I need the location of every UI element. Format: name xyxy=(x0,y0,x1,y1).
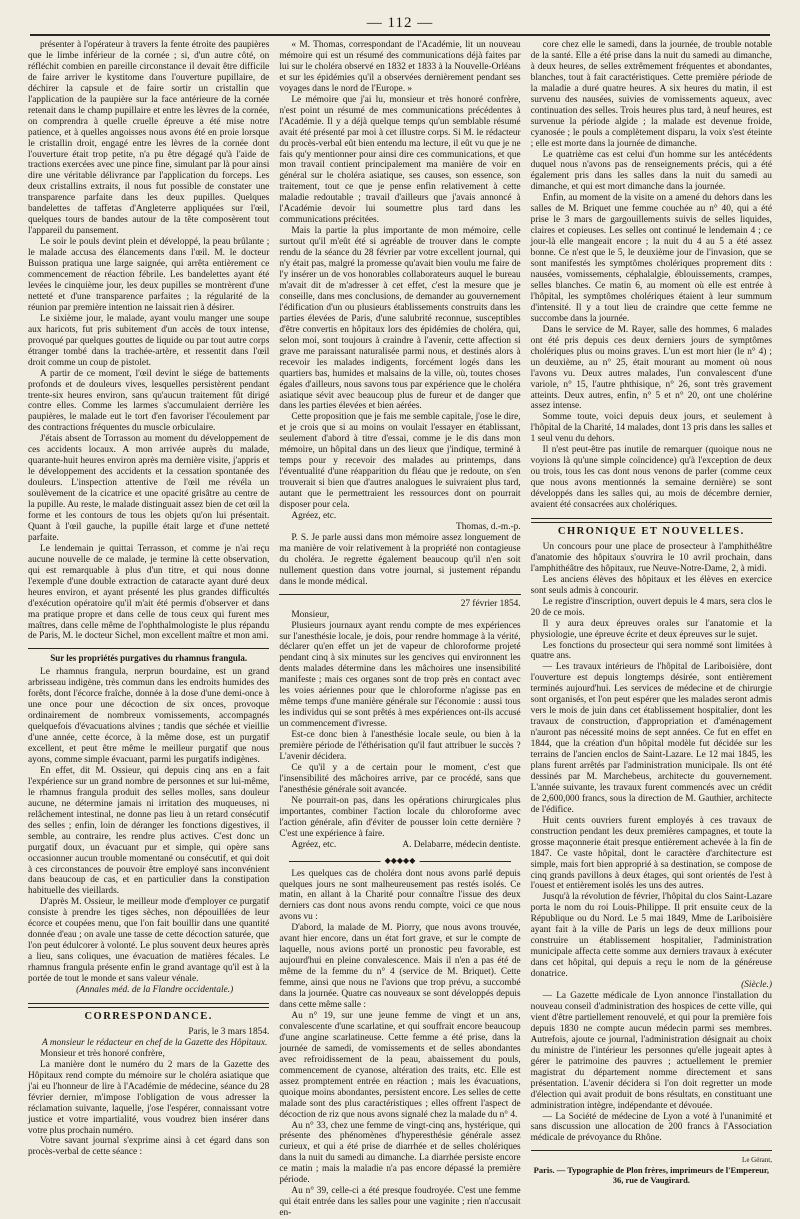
paragraph: Le registre d'inscription, ouvert depuis le 4 mars, sera clos le 20 de ce mois. xyxy=(530,596,772,618)
paragraph: Huit cents ouvriers furent employés à ces travaux de construction pendant les deux premières campagnes, et toute la grosse maçonnerie était presque entièrement achevée à la fin de 1847. Ce vaste hôpital, dont le caractère d'architecture est simple, mais fort bien approprié à sa destination, se compose de cinq grands pavillons à deux étages, qui sont orientés de l'est à l'ouest et entièrement isolés les uns des autres. xyxy=(530,815,772,892)
article-columns xyxy=(28,40,772,1219)
paragraph: présenter à l'opérateur à travers la fente étroite des paupières que le limbe inférieur de la cornée ; si, d'un autre côté, on réfléchit combien en pareille circonstance il devait être difficile de faire arriver le kystitome dans l'ouverture pupillaire, de déchirer la capsule et de faire sortir un cristallin que l'application de la paupière sur la face antérieure de la cornée retenait dans le champ pupillaire et entre les lèvres de la cornée, on comprendra à quelle cruelle épreuve a été mise notre patience, et à quelles angoisses nous avons été en proie lorsque le cristallin droit, engagé entre les lèvres de la cornée dont l'ouverture était trop petite, n'a pu être dégagé qu'à l'aide de tractions exercées avec une pince fine, simulant par là pour ainsi dire une véritable délivrance par l'application du forceps. Les deux cristallins extraits, il nous fut possible de constater une transparence parfaite dans les deux pupilles. Quelques bandelettes de taffetas d'Angleterre appliquées sur l'œil, quelques tours de bandes autour de la tête composèrent tout l'appareil du pansement. xyxy=(28,40,270,237)
paragraph: En effet, dit M. Ossieur, qui depuis cinq ans en a fait l'expérience sur un grand nombre de personnes et sur lui-même, le rhamnus frangula produit des selles molles, sans douleur aucune, ne détermine jamais ni irritation des muqueuses, ni relâchement intestinal, ne donne pas lieu à un retard consécutif des selles ; enfin, loin de déranger les fonctions digestives, il semble, au contraire, les rendre plus actives. C'est donc un purgatif doux, un évacuant pur et simple, qui opère sans occasionner aucun trouble momentané ou consécutif, et qui doit à ces circonstances de pouvoir être employé sans inconvénient dans beaucoup de cas, et en particulier dans la constipation habituelle des vieillards. xyxy=(28,765,270,897)
ornament-icon: ◆◆◆◆◆ xyxy=(381,857,420,865)
section-heading-chronique: CHRONIQUE ET NOUVELLES. xyxy=(557,525,745,537)
dateline: 27 février 1854. xyxy=(460,598,521,609)
imprint-line: Paris. — Typographie de Plon frères, imprimeurs de l'Empereur, xyxy=(533,1165,770,1176)
paragraph: Il y aura deux épreuves orales sur l'anatomie et la physiologie, une épreuve écrite et deux épreuves sur le sujet. xyxy=(530,618,772,640)
paragraph: Il n'est peut-être pas inutile de remarquer (quoique nous ne voyions là qu'une simple coïncidence) qu'à l'exception de deux ou trois, tous les cas dont nous venons de parler (comme ceux que nous avons mentionnés la semaine dernière) se sont développés dans les salles qui, au mois de décembre dernier, avaient été consacrées aux cholériques. xyxy=(530,445,772,511)
page-number: — 112 — xyxy=(366,15,434,31)
paragraph: Les anciens élèves des hôpitaux et les élèves en exercice sont seuls admis à concourir. xyxy=(530,574,772,596)
column-3 xyxy=(530,40,772,1186)
paragraph: Somme toute, voici depuis deux jours, et seulement à l'hôpital de la Charité, 14 malades, dont 13 pris dans les salles et 1 seul venu du dehors. xyxy=(530,412,772,445)
column-2 xyxy=(279,40,521,1219)
section-heading-correspondance: CORRESPONDANCE. xyxy=(84,1010,213,1022)
paragraph: Agréez, etc. xyxy=(291,510,337,521)
paragraph: D'abord, la malade de M. Piorry, que nous avons trouvée, avant hier encore, dans un état fort grave, et sur le compte de laquelle, nous avions porté un pronostic peu favorable, est aujourd'hui en pleine convalescence. Mais il n'en a pas été de même de la femme du n° 4 (service de M. Briquet). Cette femme, ainsi que nous ne l'avions que trop prévu, a succombé dans la journée. Quatre cas nouveaux se sont développés depuis dans cette même salle : xyxy=(279,923,521,1011)
paragraph: Jusqu'à la révolution de février, l'hôpital du clos Saint-Lazare porta le nom du roi Louis-Philippe. Il prit ensuite ceux de la République ou du Nord. Le 5 mai 1849, Mme de Lariboisière ayant fait à la ville de Paris un legs de deux millions pour construire un établissement hospitalier, l'administration municipale affecta cette somme aux derniers travaux à exécuter dans cet hôpital, qui depuis a reçu le nom de la généreuse donatrice. xyxy=(530,892,772,980)
paragraph: Ce qu'il y a de certain pour le moment, c'est que l'insensibilité des mâchoires arrive, par ce procédé, sans que l'anesthésie générale soit avancée. xyxy=(279,762,521,795)
ornamental-divider xyxy=(289,857,510,865)
salutation: Monsieur, xyxy=(291,609,330,620)
paragraph: Dans le service de M. Rayer, salle des hommes, 6 malades ont été pris depuis ces deux derniers jours de symptômes cholériques plus ou moins graves. L'un est mort hier (le n° 4) ; un deuxième, au n° 25, était mourant au moment où nous l'avons vu. Deux autres malades, l'un convalescent d'une variole, n° 15, l'autre phthisique, n° 26, sont très gravement atteints. Deux autres, enfin, n° 5 et n° 20, ont une cholérine assez intense. xyxy=(530,324,772,412)
paragraph: Les fonctions du prosecteur qui sera nommé sont limitées à quatre ans. xyxy=(530,640,772,662)
paragraph: Les quelques cas de choléra dont nous avons parlé depuis quelques jours ne sont malheureusement pas restés isolés. Ce matin, en allant à la Charité pour connaître l'issue des deux derniers cas dont nous avons rendu compte, voici ce que nous avons vu : xyxy=(279,868,521,923)
source-citation: (Siècle.) xyxy=(741,980,772,991)
paragraph: Au n° 19, sur une jeune femme de vingt et un ans, convalescente d'une scarlatine, et qui souffrait encore beaucoup d'une angine scarlatineuse. Cette femme a été prise, dans la journée de samedi, de vomissements et de selles abondantes avec refroidissement de la peau, abaissement du pouls, commencement de cyanose, altération des traits, etc. Elle est assez promptement entrée en réaction ; mais les évacuations, quoique moins abondantes, persistent encore. Les selles de cette malade sont des plus caractéristiques ; elles offrent l'aspect de décoction de riz que nous avons signalé chez la malade du n° 4. xyxy=(279,1010,521,1120)
editor-label: Le Gérant, xyxy=(742,1156,772,1165)
imprint-line: 36, rue de Vaugirard. xyxy=(612,1175,690,1186)
signature xyxy=(279,840,520,851)
paragraph: Le soir le pouls devint plein et développé, la peau brûlante ; le malade accusa des élancements dans l'œil. M. le docteur Buisson pratiqua une large saignée, qui arrêta entièrement ce commencement de réaction fébrile. Les bandelettes ayant été levées le cinquième jour, les deux pupilles se montrèrent d'une netteté et d'une transparence parfaites ; la régularité de la réunion par première intention ne laissait rien à désirer. xyxy=(28,237,270,313)
paragraph: — La Gazette médicale de Lyon annonce l'installation du nouveau conseil d'administration des hospices de cette ville, qui vient d'être partiellement renouvelé, et qui pour la première fois depuis 1830 ne compte aucun médecin parmi ses membres. Autrefois, ajoute ce journal, l'administration désignait au choix du ministre de l'intérieur les personnes qu'elle jugeait aptes à gérer le patrimoine des pauvres ; actuellement le premier magistrat du département nomme directement et sans présentation. L'avenir décidera si l'on doit regretter un mode d'élection qui avait produit de bons résultats, en constituant une administration intègre, indépendante et dévouée. xyxy=(530,991,772,1111)
column-1 xyxy=(28,40,269,1168)
section-divider xyxy=(531,1150,772,1151)
paragraph: Le rhamnus frangula, nerprun bourdaine, est un grand arbrisseau indigène, très commun dans les endroits humides des forêts, dont l'écorce fraîche, donnée à la dose d'une demi-once à une once pour une décoction de six onces, provoque ordinairement de nombreux vomissements, accompagnés quelquefois d'évacuations alvines ; tandis que séchée et vieillie d'une année, cette écorce, à la même dose, est un purgatif excellent, et peut être même le meilleur purgatif que nous ayons, comme simple évacuant, parmi les purgatifs indigènes. xyxy=(28,667,270,765)
paragraph: — La Société de médecine de Lyon a voté à l'unanimité et sans discussion une allocation de 200 francs à l'Association médicale de prévoyance du Rhône. xyxy=(530,1111,772,1144)
article-heading-frangula: Sur les propriétés purgatives du rhamnus frangula. xyxy=(50,653,248,664)
paragraph: J'étais absent de Torrasson au moment du développement de ces accidents locaux. A mon arrivée auprès du malade, quarante-huit heures environ après ma dernière visite, j'appris et le développement des accidents et la cessation spontanée des douleurs. L'inspection attentive de l'œil me révéla un soulèvement de la cicatrice et une opacité grisâtre au centre de la pupille. Au reste, le malade distinguait assez bien de cet œil la forme et les contours de tous les objets qu'on lui présentait. Quant à l'œil gauche, la pupille était large et d'une netteté parfaite. xyxy=(28,434,270,543)
paragraph: Plusieurs journaux ayant rendu compte de mes expériences sur l'anesthésie locale, je dois, pour rendre hommage à la vérité, déclarer qu'en effet un jet de vapeur de chloroforme projeté pendant cinq à six minutes sur les gencives qui environnent les dents malades détermine dans les mâchoires une insensibilité manifeste ; mais ces organes sont de trop près en contact avec les voies aériennes pour que le chloroforme n'agisse pas en même temps d'une manière générale sur l'économie : aussi tous les individus qui se sont prêtés à mes expériences ont-ils accusé un commencement d'ivresse. xyxy=(279,620,521,730)
paragraph: Au n° 33, chez une femme de vingt-cinq ans, hystérique, qui présente des phénomènes d'hyperesthésie générale assez curieux, et qui a été prise de diarrhée et de selles cholériques dans la nuit du samedi au dimanche. La diarrhée persiste encore ce matin ; mais la maladie n'a pas encore dépassé la première période. xyxy=(279,1120,521,1186)
paragraph: Le mémoire que j'ai lu, monsieur et très honoré confrère, n'est point un résumé de mes communications précédentes à l'Académie. Il y a déjà quelque temps qu'un semblable résumé avait été présenté par moi à cet illustre corps. Si M. le rédacteur du procès-verbal eût bien entendu ma lecture, il eût vu que je ne fais qu'y mentionner pour ainsi dire ces communications, et que mon travail contient principalement ma manière de voir en général sur le choléra asiatique, ses causes, son essence, son traitement, tout ce que je pense enfin relativement à cette maladie redoutable ; travail d'ailleurs que j'avais annoncé à l'Académie devoir lui soumettre plus tard dans les communications précitées. xyxy=(279,94,521,226)
paragraph: « M. Thomas, correspondant de l'Académie, lit un nouveau mémoire qui est un résumé des communications déjà faites par lui sur le choléra observé en 1832 et 1833 à la Nouvelle-Orléans et sur les épidémies qu'il a observées dernièrement pendant ses voyages dans le nord de l'Europe. » xyxy=(279,40,521,94)
section-divider xyxy=(279,594,520,595)
dateline: Paris, le 3 mars 1854. xyxy=(188,1026,270,1037)
paragraph: Un concours pour une place de prosecteur à l'amphithéâtre d'anatomie des hôpitaux s'ouvrira le 10 avril prochain, dans l'amphithéâtre des hôpitaux, rue Neuve-Notre-Dame, 2, à midi. xyxy=(530,541,772,574)
salutation: Monsieur et très honoré confrère, xyxy=(40,1048,165,1059)
closing: Agréez, etc. xyxy=(291,839,337,850)
paragraph: Ne pourrait-on pas, dans les opérations chirurgicales plus importantes, combiner l'action locale du chloroforme avec l'action générale, afin d'éviter de pousser loin cette dernière ? C'est une expérience à faire. xyxy=(279,795,521,839)
signature: Thomas, d.-m.-p. xyxy=(456,521,521,532)
paragraph: D'après M. Ossieur, le meilleur mode d'employer ce purgatif consiste à prendre les tiges sèches, non dépouillées de leur écorce et coupées menu, que l'on fait bouillir dans une quantité donnée d'eau ; on avale une tasse de cette décoction saturée, que l'on peut édulcorer à volonté. Le plus souvent deux heures après a lieu, sans coliques, une évacuation de matières fécales. Le rhamnus frangula présente enfin le grand avantage qu'il est à la portée de tout le monde et sans valeur vénale. xyxy=(28,897,270,985)
paragraph: Au n° 39, celle-ci a été presque foudroyée. C'est une femme qui était entrée dans les salles pour une vaginite ; rien n'accusait en- xyxy=(279,1186,521,1219)
paragraph: A partir de ce moment, l'œil devint le siége de battements profonds et de douleurs vives, lesquelles persistèrent pendant trente-six heures environ, sans qu'aucun traitement fût dirigé contre elles. Comme les larmes s'accumulaient derrière les paupières, le malade eut le tort d'en favoriser l'écoulement par des contractions fréquentes du muscle orbiculaire. xyxy=(28,368,270,434)
paragraph: Le sixième jour, le malade, ayant voulu manger une soupe aux haricots, fut pris subitement d'un accès de toux intense, provoqué par quelques gouttes de liquide ou par tout autre corps étranger tombé dans la trachée-artère, et ressentit dans l'œil droit comme un coup de pistolet. xyxy=(28,313,270,368)
imprint xyxy=(531,1155,772,1185)
paragraph: Le lendemain je quittai Terrasson, et comme je n'ai reçu aucune nouvelle de ce malade, je termine là cette observation, qui est remarquable à plus d'un titre, et qui nous donne l'exemple d'une double extraction de cataracte ayant duré deux heures environ, et ayant présenté les plus grandes difficultés d'exécution opératoire qu'il m'ait été permis d'observer et dans ma pratique propre et dans celle de tous ceux qui furent mes maîtres, dans celle même de l'ophthalmologiste le plus répandu de Paris, M. le docteur Sichel, mon excellent maître et mon ami. xyxy=(28,543,270,642)
paragraph: core chez elle le samedi, dans la journée, de trouble notable de la santé. Elle a été prise dans la nuit du samedi au dimanche, à deux heures, de selles extrêmement fréquentes et abondantes, blanches, tout à fait caractéristiques. Cette première période de la maladie a duré quatre heures. A six heures du matin, il est survenu des nausées, suivies de vomissements aqueux, avec continuation des selles. Trois heures plus tard, à neuf heures, est survenue la période algide ; la malade est devenue froide, cyanosée ; le pouls a complètement disparu, la voix s'est éteinte ; elle est morte dans la journée de dimanche. xyxy=(530,40,772,149)
paragraph: P. S. Je parle aussi dans mon mémoire assez longuement de ma manière de voir relativement à la propriété non contagieuse du choléra. Je regrette également beaucoup qu'il n'en soit nullement question dans votre journal, si justement répandu dans le monde médical. xyxy=(279,532,521,587)
paragraph: Est-ce donc bien à l'anesthésie locale seule, ou bien à la première période de l'éthérisation qu'il faut attribuer le succès ? L'avenir décidera. xyxy=(279,730,521,762)
section-divider xyxy=(531,518,772,523)
letter-addressee: A monsieur le rédacteur en chef de la Gazette des Hôpitaux. xyxy=(42,1037,268,1048)
paragraph: La manière dont le numéro du 2 mars de la Gazette des Hôpitaux rend compte du mémoire sur le choléra asiatique que j'ai eu l'honneur de lire à l'Académie de médecine, séance du 28 février dernier, m'impose l'obligation de vous adresser la réclamation suivante, laquelle, j'ose l'espérer, connaissant votre justice et votre impartialité, vous voudrez bien insérer dans votre plus prochain numéro. xyxy=(28,1059,270,1136)
page-header xyxy=(30,14,770,34)
paragraph: — Les travaux intérieurs de l'hôpital de Lariboisière, dont l'ouverture est depuis longtemps désirée, sont entièrement terminés aujourd'hui. Les services de médecine et de chirurgie sont organisés, et l'on peut espérer que les malades seront admis vers le mois de juin dans cet établissement hospitalier, dont les travaux de construction, d'appropriation et d'aménagement n'auront pas nécessité moins de sept années. Ce fut en effet en 1844, que la création d'un hôpital modèle fut décidée sur les terrains de l'ancien enclos de Saint-Lazare. Le 12 mai 1845, les plans furent arrêtés par l'administration municipale. Ils ont été dessinés par M. Marchebeus, architecte du gouvernement. L'année suivante, les travaux furent commencés avec un crédit de 2,600,000 francs, sous la direction de M. Gauthier, architecte de l'édifice. xyxy=(530,662,772,815)
source-citation: (Annales méd. de la Flandre occidentale.) xyxy=(76,985,234,996)
paragraph: Mais la partie la plus importante de mon mémoire, celle surtout qu'il m'eût été si agréable de trouver dans le compte rendu de la séance du 28 février par votre excellent journal, qui n'y était pas, malgré la promesse qu'avait bien voulu me faire de l'y insérer un de vos honorables collaborateurs auquel le bureau m'avait dit de m'adresser à cet effet, c'est la mesure que je conseille, dans mes conclusions, de demander au gouvernement l'édification d'un ou plusieurs établissements construits dans les parties élevées de Paris, d'une salubrité reconnue, susceptibles d'être convertis en hôpitaux lors des épidémies de choléra, qui, selon moi, sont toujours à craindre à l'avenir, cette affection si grave me paraissant naturalisée parmi nous, et destinés alors à recevoir les malades indigents, forcément logés dans les quartiers bas, humides et malsains de la ville, où, toutes choses égales d'ailleurs, nous savons tous par expérience que le choléra asiatique sévit avec beaucoup plus de fureur et de danger que dans les parties élevées et bien aérées. xyxy=(279,226,521,412)
paragraph: Cette proposition que je fais me semble capitale, j'ose le dire, et je crois que si au moins on voulait l'essayer en établissant, seulement d'abord à titre d'essai, comme je le dis dans mon mémoire, un hôpital dans un des lieux que j'indique, terminé à temps pour y recevoir des malades au printemps, dans l'éventualité d'une réapparition du fléau que je redoute, on s'en trouverait si bien que d'autres analogues le suivraient plus tard, autant que le permettraient les ressources dont on pourrait disposer pour cela. xyxy=(279,412,521,511)
section-divider xyxy=(28,648,269,649)
paragraph: Enfin, au moment de la visite on a amené du dehors dans les salles de M. Briquet une femme couchée au n° 40, qui a été prise le 3 mars de gargouillements suivis de selles liquides, claires et copieuses. Les selles ont continué le lendemain 4 ; ce jour-là elle mangeait encore ; la nuit du 4 au 5 a été assez bonne. Ce n'est que le 5, le deuxième jour de l'invasion, que se sont manifestés les symptômes cholériques proprement dits : nausées, vomissements, céphalalgie, éblouissements, crampes, selles blanches. Ce matin 6, au moment où elle est entrée à l'hôpital, les symptômes cholériques étaient à leur summum d'intensité. Il y a tout lieu de craindre que cette femme ne succombe dans la journée. xyxy=(530,193,772,324)
paragraph: Le quatrième cas est celui d'un homme sur les antécédents duquel nous n'avons pas de renseignements précis, qui a été également pris dans les salles dans la nuit du samedi au dimanche, et qui est mort dimanche dans la journée. xyxy=(530,149,772,193)
header-rule xyxy=(30,34,770,36)
signature-name: A. Delabarre, médecin dentiste. xyxy=(402,839,521,850)
section-divider xyxy=(28,1003,269,1008)
paragraph: Votre savant journal s'exprime ainsi à cet égard dans son procès-verbal de cette séance : xyxy=(28,1136,270,1158)
